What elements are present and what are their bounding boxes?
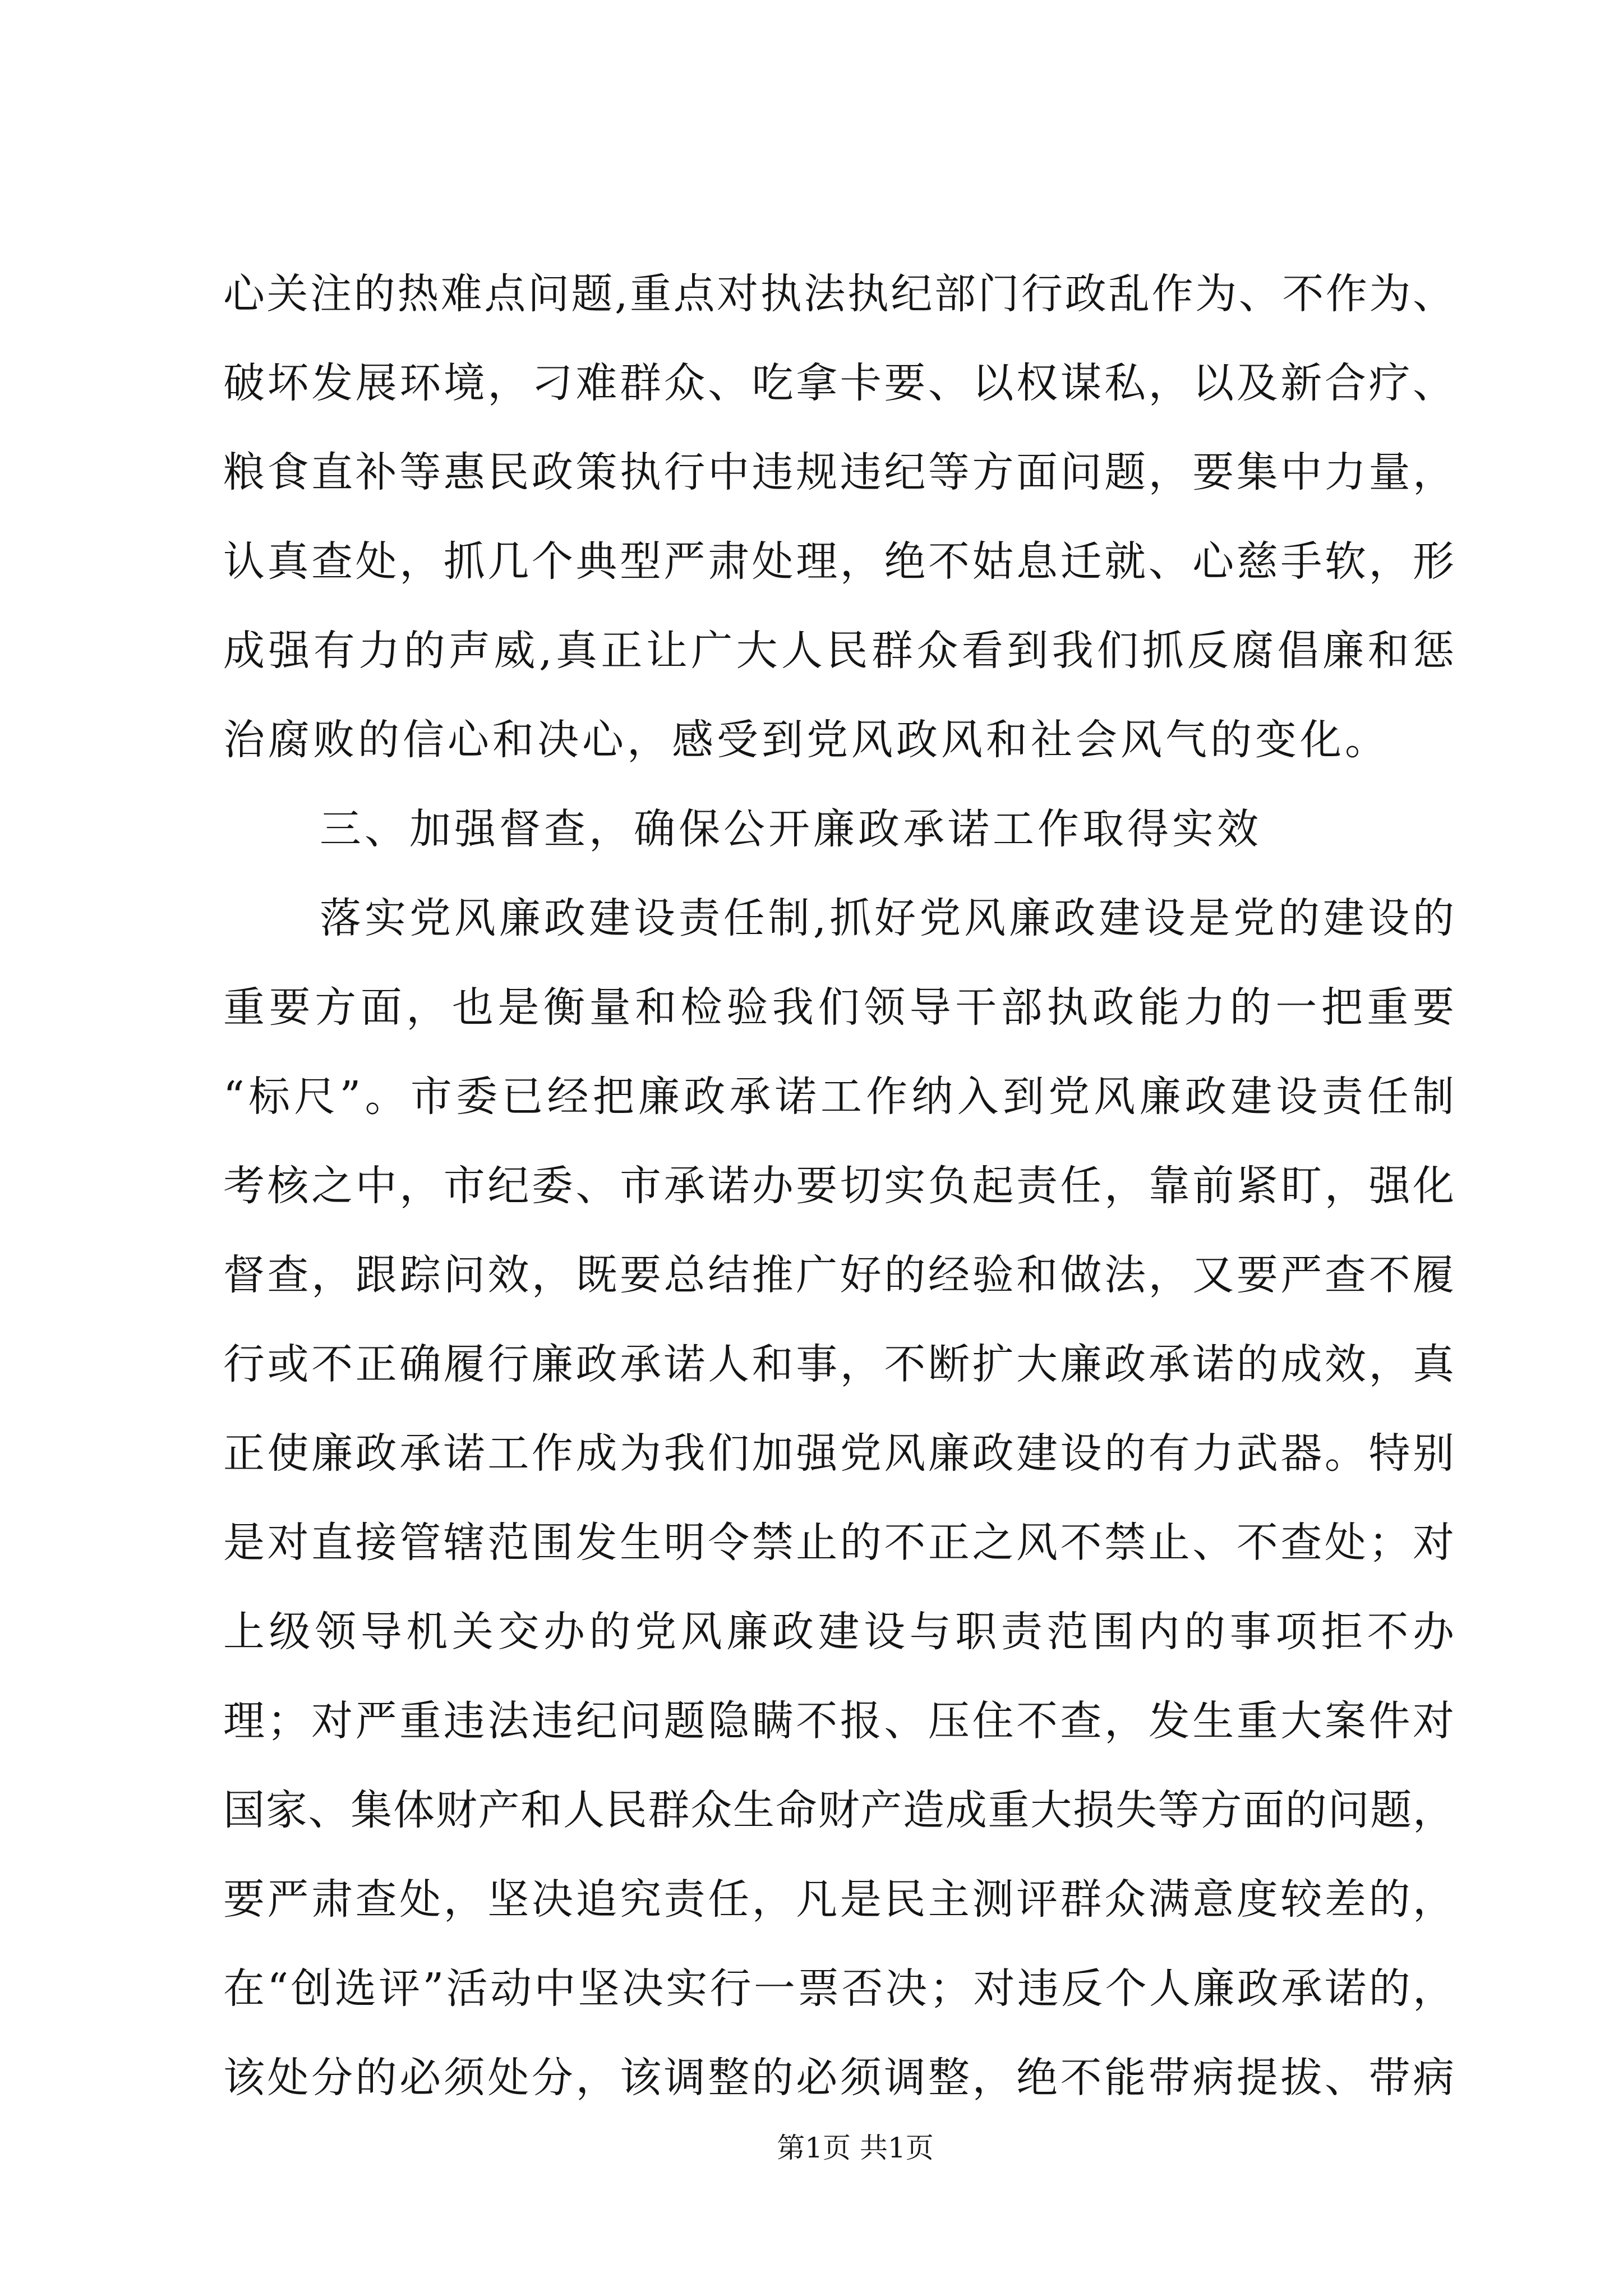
text-line: 正使廉政承诺工作成为我们加强党风廉政建设的有力武器。特别 — [223, 1429, 1454, 1478]
text-line: 成强有力的声威,真正让广大人民群众看到我们抓反腐倡廉和惩 — [223, 627, 1454, 675]
document-body — [223, 250, 1454, 2123]
text-line: 心关注的热难点问题,重点对执法执纪部门行政乱作为、不作为、 — [223, 270, 1454, 318]
text-line: 要严肃查处，坚决追究责任，凡是民主测评群众满意度较差的， — [223, 1875, 1454, 1924]
text-line: “标尺”。市委已经把廉政承诺工作纳入到党风廉政建设责任制 — [223, 1073, 1454, 1121]
text-line: 行或不正确履行廉政承诺人和事，不断扩大廉政承诺的成效，真 — [223, 1340, 1454, 1388]
text-line: 落实党风廉政建设责任制,抓好党风廉政建设是党的建设的 — [320, 894, 1454, 942]
text-line: 认真查处，抓几个典型严肃处理，绝不姑息迁就、心慈手软，形 — [223, 537, 1454, 586]
text-line: 是对直接管辖范围发生明令禁止的不正之风不禁止、不查处；对 — [223, 1519, 1454, 1567]
text-line: 粮食直补等惠民政策执行中违规违纪等方面问题，要集中力量， — [223, 448, 1454, 496]
text-line: 督查，跟踪问效，既要总结推广好的经验和做法，又要严查不履 — [223, 1251, 1454, 1299]
text-line: 国家、集体财产和人民群众生命财产造成重大损失等方面的问题， — [223, 1786, 1454, 1834]
section-heading: 三、加强督查，确保公开廉政承诺工作取得实效 — [320, 805, 1262, 853]
text-line: 重要方面，也是衡量和检验我们领导干部执政能力的一把重要 — [223, 983, 1454, 1032]
text-line: 考核之中，市纪委、市承诺办要切实负起责任，靠前紧盯，强化 — [223, 1162, 1454, 1210]
text-line: 在“创选评”活动中坚决实行一票否决；对违反个人廉政承诺的， — [223, 1964, 1454, 2013]
text-line: 上级领导机关交办的党风廉政建设与职责范围内的事项拒不办 — [223, 1608, 1454, 1656]
text-line: 破坏发展环境，刁难群众、吃拿卡要、以权谋私，以及新合疗、 — [223, 359, 1454, 407]
paragraph-2 — [223, 874, 1454, 2123]
page-number-footer: 第1页 共1页 — [777, 2132, 934, 2164]
text-line: 理；对严重违法违纪问题隐瞒不报、压住不查，发生重大案件对 — [223, 1697, 1454, 1745]
text-line: 该处分的必须处分，该调整的必须调整，绝不能带病提拔、带病 — [223, 2054, 1454, 2102]
text-line: 治腐败的信心和决心，感受到党风政风和社会风气的变化。 — [223, 716, 1390, 764]
paragraph-1 — [223, 250, 1454, 785]
